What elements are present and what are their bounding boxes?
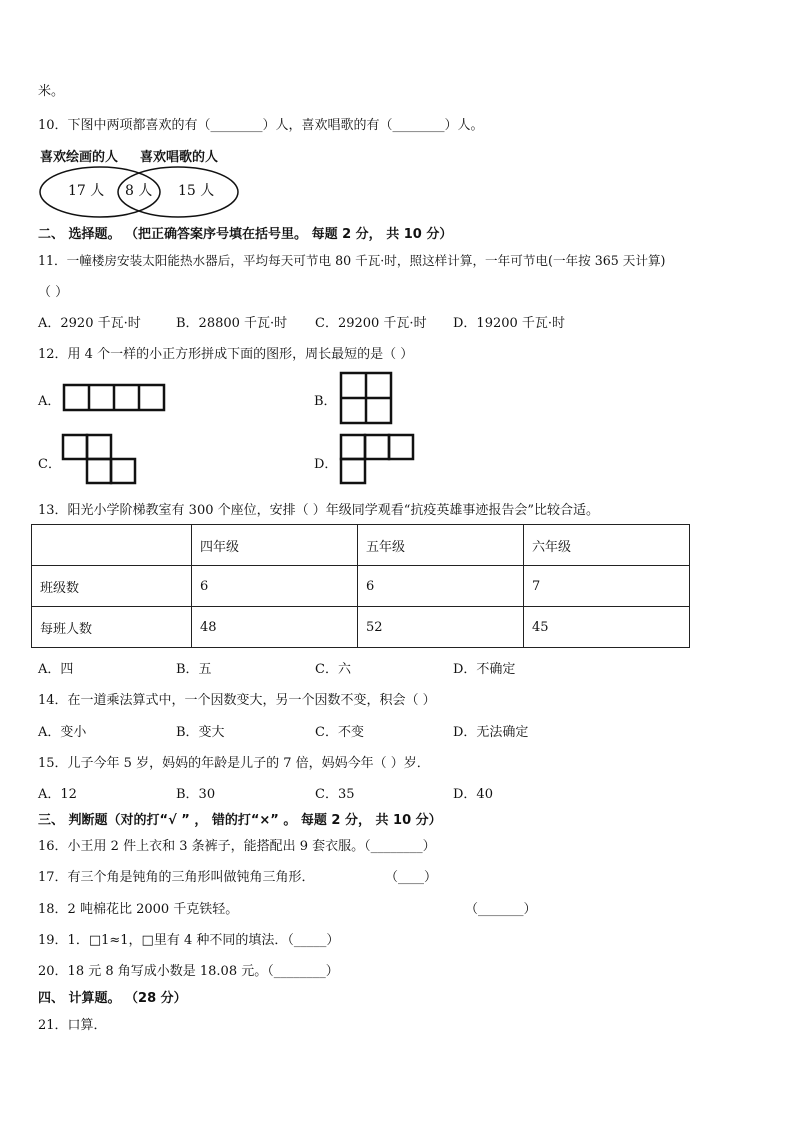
table-cell: 48 [192, 607, 358, 648]
q14-option-b[interactable]: B．变大 [176, 725, 225, 740]
table-row [32, 525, 690, 566]
section-3-heading: 三、 判断题（对的打“√ ” ， 错的打“×” 。 每题 2 分， 共 10 分） [38, 813, 442, 828]
venn-right-count: 15 人 [178, 183, 215, 199]
question-17-answer-blank[interactable]: （____） [385, 870, 438, 885]
question-18-answer-blank[interactable]: （_______） [465, 902, 537, 917]
question-15: 15．儿子今年 5 岁，妈妈的年龄是儿子的 7 倍，妈妈今年（ ）岁． [38, 756, 430, 771]
q13-table [31, 524, 690, 648]
q11-option-b[interactable]: B．28800 千瓦·时 [176, 316, 288, 331]
table-cell: 六年级 [524, 525, 690, 566]
table-cell: 四年级 [192, 525, 358, 566]
q11-option-c[interactable]: C．29200 千瓦·时 [315, 316, 427, 331]
q14-option-c[interactable]: C．不变 [315, 725, 364, 740]
q13-option-c[interactable]: C．六 [315, 662, 351, 677]
q12-option-a-label[interactable]: A． [38, 394, 61, 409]
section-4-heading: 四、 计算题。 （28 分） [38, 991, 187, 1006]
table-cell: 52 [358, 607, 524, 648]
q12-shape-b[interactable] [338, 370, 394, 426]
question-18: 18．2 吨棉花比 2000 千克铁轻。 [38, 902, 239, 917]
q12-shape-a[interactable] [62, 383, 166, 413]
q12-option-c-label[interactable]: C． [38, 457, 61, 472]
table-cell: 每班人数 [32, 607, 192, 648]
question-14: 14．在一道乘法算式中，一个因数变大，另一个因数不变，积会（ ） [38, 693, 436, 708]
q12-option-b-label[interactable]: B． [314, 394, 337, 409]
q12-shape-c[interactable] [60, 432, 138, 486]
table-cell: 6 [358, 566, 524, 607]
venn-middle-count: 8 人 [125, 183, 153, 199]
table-cell [32, 525, 192, 566]
q15-option-d[interactable]: D．40 [453, 787, 493, 802]
q14-option-d[interactable]: D．无法确定 [453, 725, 529, 740]
venn-diagram [38, 142, 248, 218]
table-cell: 五年级 [358, 525, 524, 566]
venn-left-count: 17 人 [68, 183, 105, 199]
line-continuation: 米。 [38, 84, 65, 99]
q14-option-a[interactable]: A．变小 [38, 725, 87, 740]
q11-option-d[interactable]: D．19200 千瓦·时 [453, 316, 566, 331]
venn-label-right: 喜欢唱歌的人 [140, 150, 219, 165]
q15-option-c[interactable]: C．35 [315, 787, 355, 802]
table-row [32, 566, 690, 607]
q13-option-a[interactable]: A．四 [38, 662, 74, 677]
q12-option-d-label[interactable]: D． [314, 457, 338, 472]
q12-shape-d[interactable] [338, 432, 416, 486]
question-12: 12．用 4 个一样的小正方形拼成下面的图形，周长最短的是（ ） [38, 347, 414, 362]
table-cell: 6 [192, 566, 358, 607]
table-cell: 7 [524, 566, 690, 607]
table-cell: 45 [524, 607, 690, 648]
q13-option-d[interactable]: D．不确定 [453, 662, 516, 677]
question-19: 19．1．□1≈1，□里有 4 种不同的填法．（_____） [38, 933, 340, 948]
question-21: 21．口算． [38, 1018, 107, 1033]
q13-option-b[interactable]: B．五 [176, 662, 212, 677]
question-20: 20．18 元 8 角写成小数是 18.08 元。（________） [38, 964, 339, 979]
question-11-paren: （ ） [38, 285, 69, 300]
table-cell: 班级数 [32, 566, 192, 607]
q11-option-a[interactable]: A．2920 千瓦·时 [38, 316, 141, 331]
venn-label-left: 喜欢绘画的人 [40, 150, 119, 165]
question-13: 13．阳光小学阶梯教室有 300 个座位，安排（ ）年级同学观看“抗疫英雄事迹报告会”比较合适。 [38, 503, 600, 518]
section-2-heading: 二、 选择题。 （把正确答案序号填在括号里。 每题 2 分， 共 10 分） [38, 227, 453, 242]
question-10: 10．下图中两项都喜欢的有（________）人，喜欢唱歌的有（________）人。 [38, 118, 484, 133]
question-17: 17．有三个角是钝角的三角形叫做钝角三角形． [38, 870, 315, 885]
q15-option-b[interactable]: B．30 [176, 787, 216, 802]
q15-option-a[interactable]: A．12 [38, 787, 77, 802]
question-16: 16．小王用 2 件上衣和 3 条裤子，能搭配出 9 套衣服。（________） [38, 839, 436, 854]
question-11: 11．一幢楼房安装太阳能热水器后，平均每天可节电 80 千瓦·时，照这样计算，一年可节电(一年按 365 天计算) [38, 253, 666, 268]
table-row [32, 607, 690, 648]
